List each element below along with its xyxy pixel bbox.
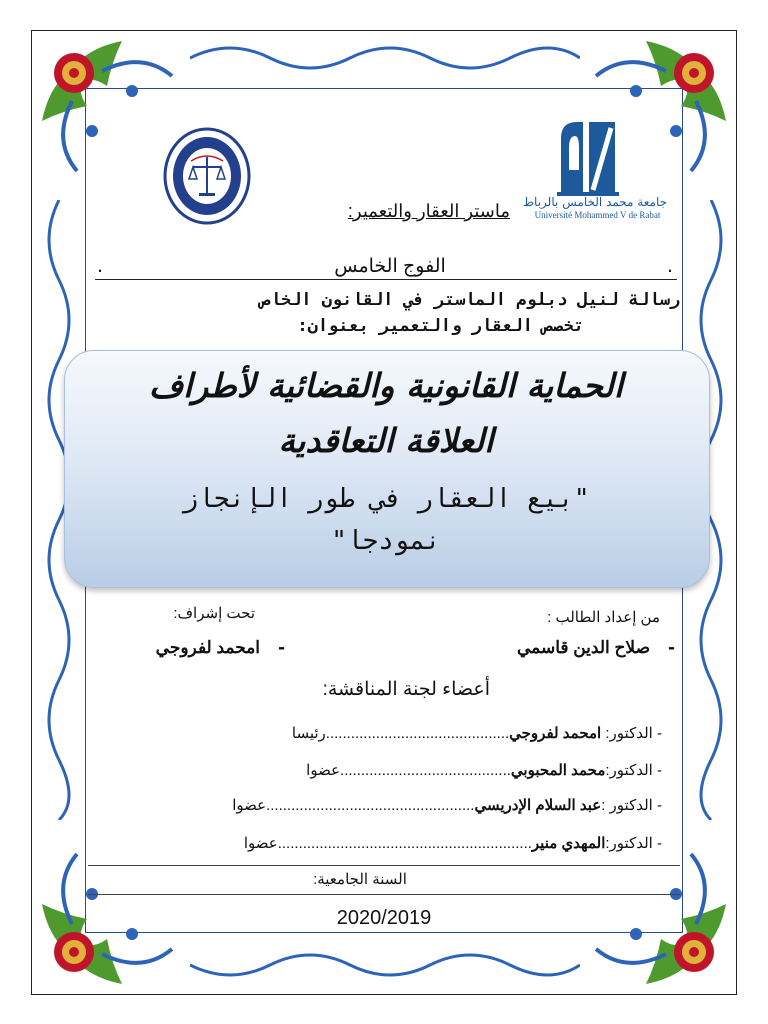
academic-year: 2020/2019: [336, 907, 432, 929]
cohort-right-dot: .: [667, 255, 674, 277]
university-logo-text-fr: Université Mohammed V de Rabat: [534, 210, 661, 220]
member-dots: ..................................................: [266, 797, 475, 814]
title-main-line-2: العلاقة التعاقدية: [278, 421, 494, 460]
committee-member-row: [90, 761, 662, 779]
member-name: عبد السلام الإدريسي: [474, 797, 602, 814]
master-name: ماستر العقار والتعمير:: [347, 201, 510, 221]
university-logo: [553, 118, 623, 196]
year-mid-rule: [88, 894, 680, 895]
member-prefix: - الدكتور:: [601, 725, 662, 742]
member-prefix: - الدكتور:: [605, 835, 662, 852]
member-role: عضوا: [232, 797, 267, 814]
member-dots: ............................................: [325, 725, 510, 742]
supervisor-dash: -: [278, 638, 286, 658]
member-role: رئيسا: [291, 725, 326, 742]
student-name: صلاح الدين قاسمي: [516, 638, 650, 657]
university-logo-text: جامعة محمد الخامس بالرباط: [522, 195, 668, 209]
title-sub-line-1: "بيع العقار في طور الإنجاز: [182, 484, 590, 514]
member-prefix: - الدكتور :: [601, 797, 662, 814]
member-prefix: - الدكتور:: [605, 762, 662, 779]
committee-member-row: [90, 724, 662, 742]
student-dash: -: [668, 638, 676, 658]
supervisor-name: امحمد لفروجي: [155, 638, 260, 657]
ornament-corner-top-left: [32, 31, 182, 181]
title-sub-line-2: نمودجا": [331, 526, 441, 556]
ornament-side-top: [190, 33, 580, 83]
member-name: المهدي منير: [531, 835, 606, 852]
ornament-side-bottom: [190, 940, 580, 990]
ornament-corner-bottom-right: [586, 844, 736, 994]
member-name: محمد المحبوبي: [510, 762, 606, 779]
title-main-line-1: الحماية القانونية والقضائية لأطراف: [148, 366, 624, 405]
thesis-line-2: تخصص العقار والتعمير بعنوان:: [297, 316, 584, 336]
cohort-left-dot: .: [97, 255, 104, 277]
committee-member-row: [90, 796, 662, 814]
member-dots: .........................................: [340, 762, 511, 779]
member-dots: .............................................................: [277, 835, 532, 852]
cohort-title: الفوج الخامس: [334, 256, 446, 277]
faculty-seal-logo: [163, 127, 251, 225]
year-top-rule: [88, 865, 680, 866]
supervisor-label: تحت إشراف:: [173, 605, 255, 622]
thesis-line-1: رسالة لنيل دبلوم الماستر في القانون الخاص: [260, 290, 680, 310]
member-name: امحمد لفروجي: [509, 725, 602, 742]
committee-heading: أعضاء لجنة المناقشة:: [322, 679, 490, 700]
cohort-underline: [95, 279, 677, 280]
student-label: من إعداد الطالب :: [547, 609, 660, 626]
member-role: عضوا: [243, 835, 278, 852]
committee-member-row: [90, 834, 662, 852]
ornament-corner-bottom-left: [32, 844, 182, 994]
academic-year-label: السنة الجامعية:: [313, 871, 407, 888]
member-role: عضوا: [306, 762, 341, 779]
